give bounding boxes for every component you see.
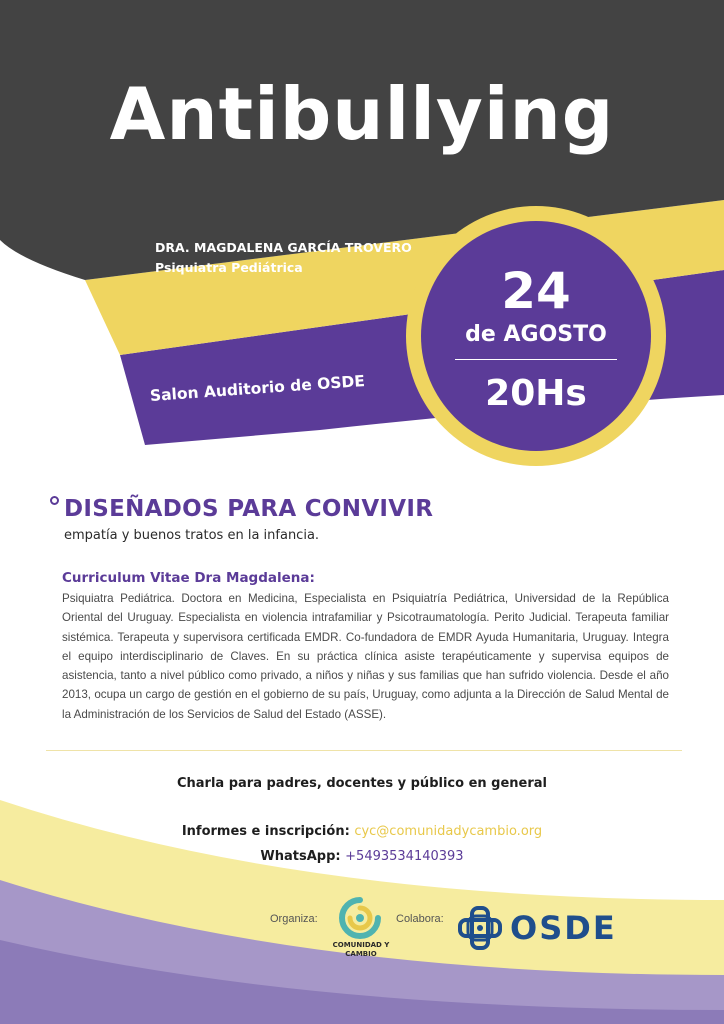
event-time: 20Hs bbox=[485, 373, 587, 414]
org-name: COMUNIDAD Y CAMBIO bbox=[332, 941, 390, 958]
venue-label: Salon Auditorio de OSDE bbox=[149, 372, 366, 405]
cv-title: Curriculum Vitae Dra Magdalena: bbox=[62, 570, 315, 586]
email-link[interactable]: cyc@comunidadycambio.org bbox=[354, 824, 543, 839]
whatsapp-line bbox=[0, 849, 724, 864]
event-day: 24 bbox=[501, 262, 571, 320]
speaker-name: DRA. MAGDALENA GARCÍA TROVERO bbox=[155, 240, 412, 255]
cv-body: Psiquiatra Pediátrica. Doctora en Medicina, Especialista en Psiquiatría Pediátrica, Universidad de la República Oriental del Uruguay. Especialista en violencia intrafamiliar y Psicotraumatología. Perito Judicial. Terapeuta familiar sistémica. Terapeuta y supervisora certificada EMDR. Co-fundadora de EMDR Ayuda Humanitaria, Uruguay. Integra el equipo interdisciplinario de Claves. En su práctica clínica asiste terapéuticamente y supervisa equipos de asistencia, tanto a nivel público como privado, a niños y niñas y sus familias que han sufrido violencia. Desde el año 2013, ocupa un cargo de gestión en el gobierno de su país, Uruguay, como adjunta a la Dirección de Salud Mental de la Administración de los Servicios de Salud del Estado (ASSE). bbox=[62, 592, 669, 721]
audience-text: Charla para padres, docentes y público en general bbox=[176, 776, 548, 791]
info-line bbox=[0, 824, 724, 839]
colabora-label: Colabora: bbox=[396, 913, 444, 925]
speaker-role: Psiquiatra Pediátrica bbox=[155, 260, 303, 275]
whatsapp-label: WhatsApp: bbox=[260, 849, 341, 864]
info-label: Informes e inscripción: bbox=[181, 824, 350, 839]
topic-heading: DISEÑADOS PARA CONVIVIR bbox=[64, 496, 434, 522]
whatsapp-number[interactable]: +5493534140393 bbox=[345, 849, 464, 864]
section-divider bbox=[46, 750, 682, 751]
page-title: Antibullying bbox=[109, 72, 615, 156]
topic-subheading: empatía y buenos tratos en la infancia. bbox=[64, 528, 320, 543]
osde-emblem-icon bbox=[458, 906, 502, 950]
collaborator-name: OSDE bbox=[510, 911, 617, 945]
heading-bullet-icon bbox=[50, 496, 59, 505]
date-divider bbox=[455, 359, 617, 360]
osde-wordmark bbox=[510, 911, 646, 945]
comunidad-y-cambio-logo-icon bbox=[338, 896, 382, 940]
organiza-label: Organiza: bbox=[270, 913, 318, 925]
event-month: de AGOSTO bbox=[465, 322, 607, 347]
speaker-info bbox=[155, 238, 412, 278]
